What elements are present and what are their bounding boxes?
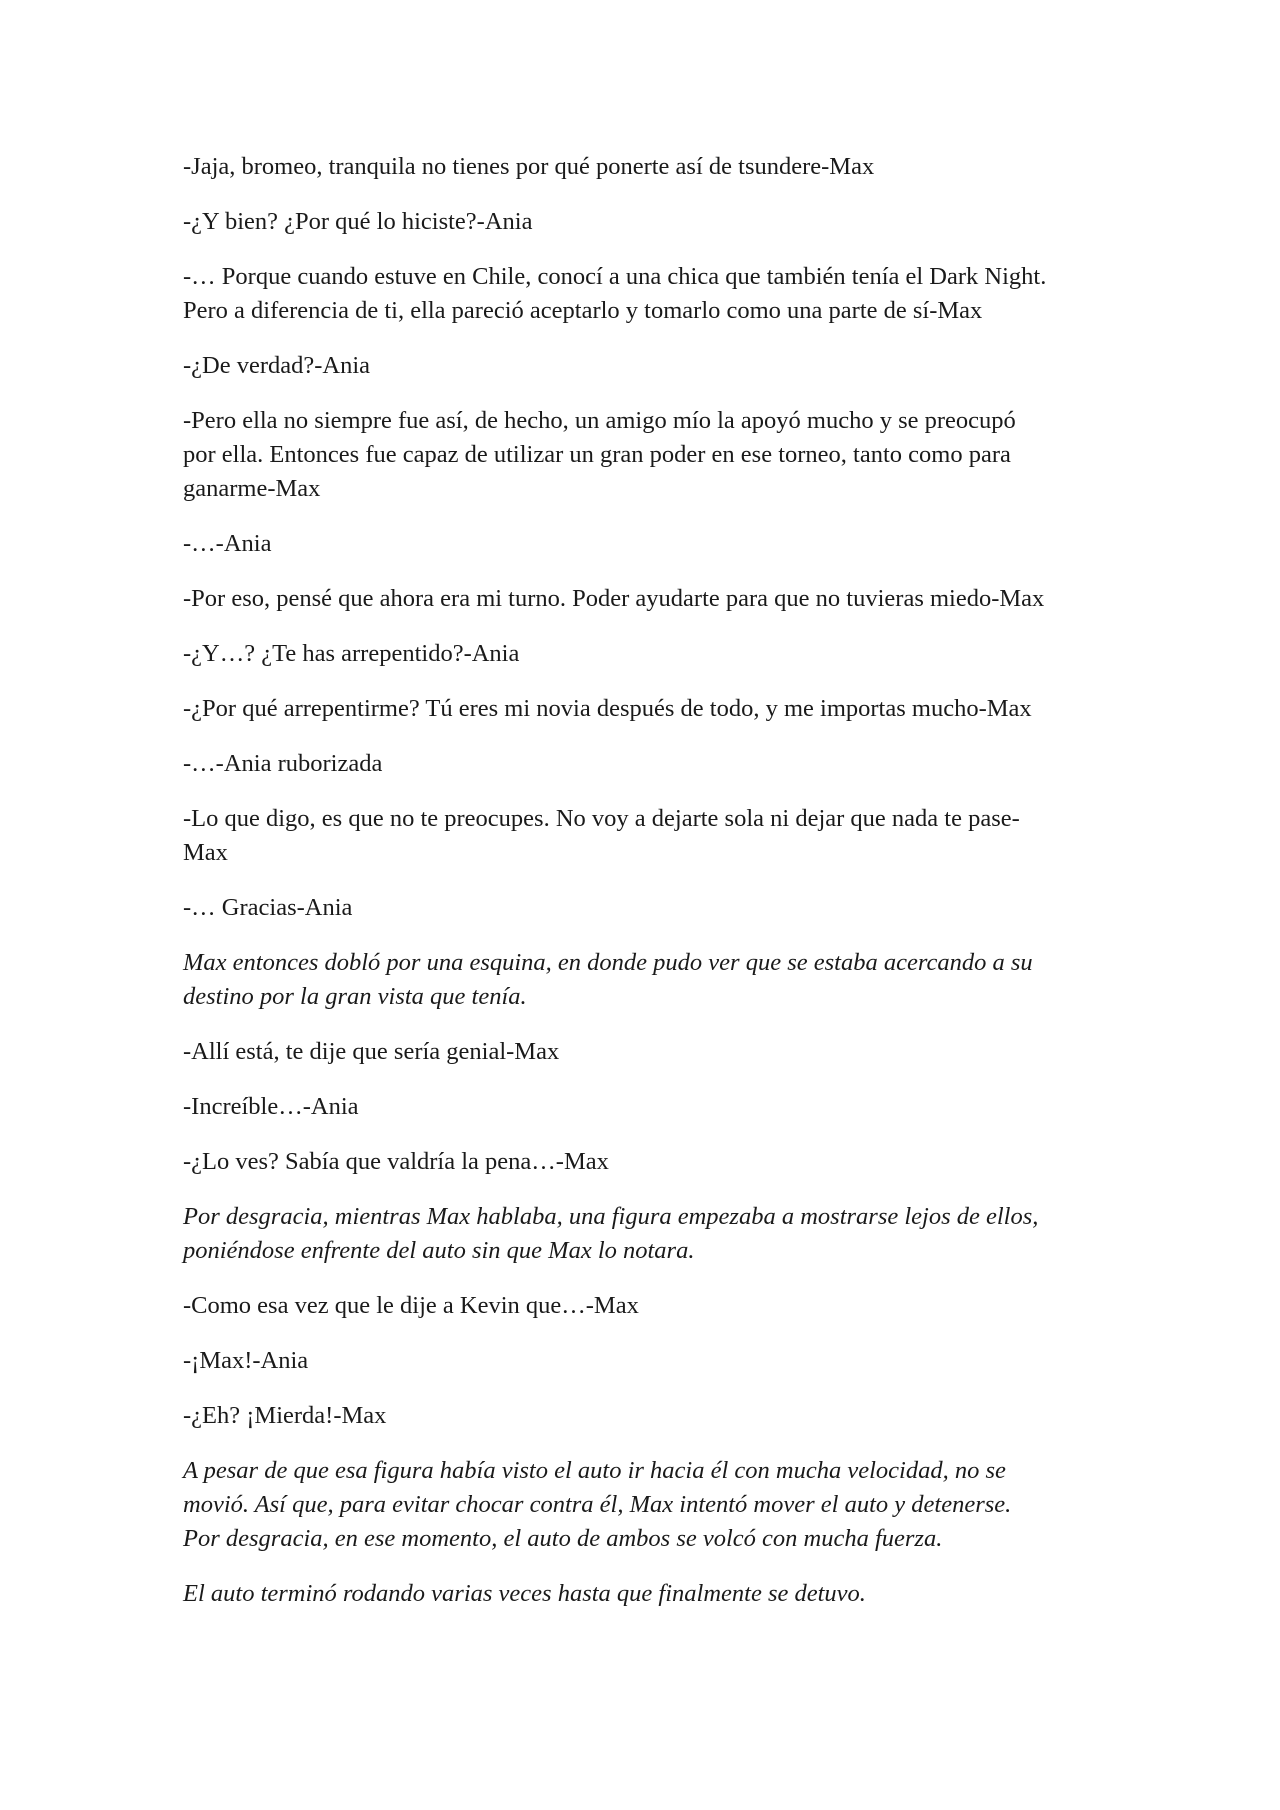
paragraph-line: -¿Y bien? ¿Por qué lo hiciste?-Ania [183,208,533,235]
dialogue-paragraph [183,205,1095,239]
dialogue-paragraph [183,1289,1095,1323]
dialogue-paragraph [183,1035,1095,1069]
dialogue-paragraph [183,527,1095,561]
story-text [183,150,1095,1632]
narration-paragraph [183,1577,1095,1611]
paragraph-line: Por desgracia, en ese momento, el auto de ambos se volcó con mucha fuerza. [183,1525,943,1552]
paragraph-line: poniéndose enfrente del auto sin que Max lo notara. [183,1237,695,1264]
paragraph-line: destino por la gran vista que tenía. [183,983,527,1010]
dialogue-paragraph [183,150,1095,184]
paragraph-line: -Allí está, te dije que sería genial-Max [183,1038,560,1065]
paragraph-line: -Jaja, bromeo, tranquila no tienes por qué ponerte así de tsundere-Max [183,153,875,180]
paragraph-line: -Como esa vez que le dije a Kevin que…-Max [183,1292,639,1319]
dialogue-paragraph [183,349,1095,383]
dialogue-paragraph [183,1399,1095,1433]
dialogue-paragraph [183,582,1095,616]
paragraph-line: -¿Y…? ¿Te has arrepentido?-Ania [183,640,520,667]
dialogue-paragraph [183,404,1095,506]
dialogue-paragraph [183,802,1095,870]
paragraph-line: -Lo que digo, es que no te preocupes. No voy a dejarte sola ni dejar que nada te pase- [183,805,1020,832]
dialogue-paragraph [183,747,1095,781]
dialogue-paragraph [183,1090,1095,1124]
dialogue-paragraph [183,1145,1095,1179]
paragraph-line: A pesar de que esa figura había visto el auto ir hacia él con mucha velocidad, no se [183,1457,1006,1484]
paragraph-line: -Pero ella no siempre fue así, de hecho, un amigo mío la apoyó mucho y se preocupó [183,407,1016,434]
paragraph-line: -… Porque cuando estuve en Chile, conocí a una chica que también tenía el Dark Night. [183,263,1047,290]
paragraph-line: -¿De verdad?-Ania [183,352,371,379]
paragraph-line: -…-Ania [183,530,272,557]
dialogue-paragraph [183,891,1095,925]
paragraph-line: -Increíble…-Ania [183,1093,359,1120]
paragraph-line: El auto terminó rodando varias veces hasta que finalmente se detuvo. [183,1580,866,1607]
dialogue-paragraph [183,637,1095,671]
paragraph-line: Max entonces dobló por una esquina, en donde pudo ver que se estaba acercando a su [183,949,1033,976]
paragraph-line: -¿Por qué arrepentirme? Tú eres mi novia después de todo, y me importas mucho-Max [183,695,1032,722]
paragraph-line: Max [183,839,228,866]
paragraph-line: Pero a diferencia de ti, ella pareció aceptarlo y tomarlo como una parte de sí-Max [183,297,983,324]
narration-paragraph [183,1200,1095,1268]
narration-paragraph [183,1454,1095,1556]
paragraph-line: -Por eso, pensé que ahora era mi turno. Poder ayudarte para que no tuvieras miedo-Max [183,585,1045,612]
paragraph-line: -¿Eh? ¡Mierda!-Max [183,1402,387,1429]
paragraph-line: movió. Así que, para evitar chocar contra él, Max intentó mover el auto y detenerse. [183,1491,1012,1518]
paragraph-line: -…-Ania ruborizada [183,750,383,777]
paragraph-line: ganarme-Max [183,475,321,502]
dialogue-paragraph [183,692,1095,726]
paragraph-line: por ella. Entonces fue capaz de utilizar un gran poder en ese torneo, tanto como para [183,441,1011,468]
narration-paragraph [183,946,1095,1014]
dialogue-paragraph [183,1344,1095,1378]
paragraph-line: -¡Max!-Ania [183,1347,309,1374]
paragraph-line: -… Gracias-Ania [183,894,353,921]
paragraph-line: -¿Lo ves? Sabía que valdría la pena…-Max [183,1148,609,1175]
dialogue-paragraph [183,260,1095,328]
paragraph-line: Por desgracia, mientras Max hablaba, una figura empezaba a mostrarse lejos de ellos, [183,1203,1039,1230]
